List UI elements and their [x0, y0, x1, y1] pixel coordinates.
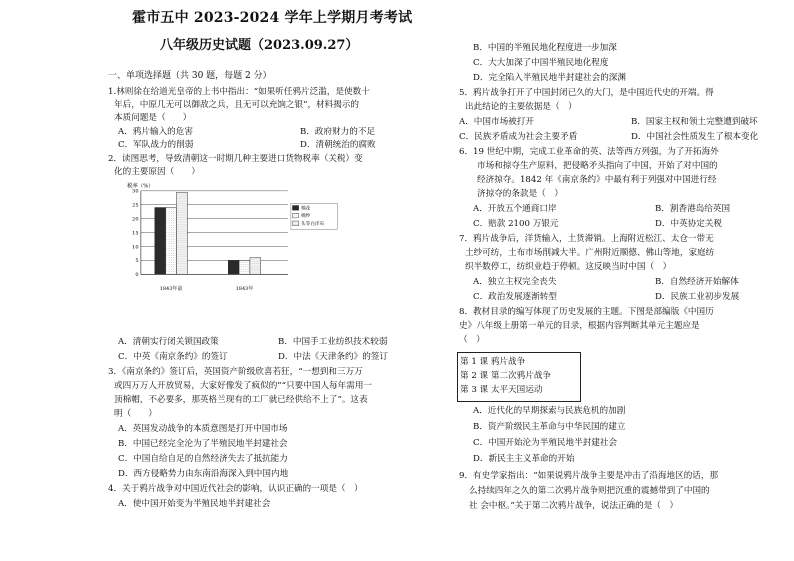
q3-option: D．西方侵略势力由东南沿海深入到中国内地 — [118, 469, 289, 479]
q3-line: 3．《南京条约》签订后，英国资产阶级欣喜若狂，“一想到和三万万 — [108, 367, 363, 377]
section-heading: 一、单项选择题（共 30 题，每题 2 分） — [108, 71, 272, 81]
q2-option: C．中英《南京条约》的签订 — [118, 352, 228, 362]
exam-title: 霍市五中 2023-2024 学年上学期月考考试 — [132, 10, 413, 26]
exam-subtitle: 八年级历史试题（2023.09.27） — [160, 38, 359, 53]
q3-line: 或四万万人开放贸易，大家好像发了疯似的”“只要中国人每年需用一 — [114, 381, 373, 391]
q6-option: A．开放五个通商口岸 — [473, 204, 557, 214]
q4-line: 4．关于鸦片战争对中国近代社会的影响，认识正确的一项是（ ） — [108, 484, 363, 494]
chart-bar-3 — [176, 192, 187, 274]
chart-ytick-label: 20 — [132, 216, 139, 223]
q3-option: A．英国发动战争的本质意图是打开中国市场 — [118, 424, 288, 434]
q9-line: 么持续四年之久的第二次鸦片战争则把沉重的震撼带到了中国的 — [469, 486, 710, 496]
q1-line: 年后，中原几无可以御敌之兵，且无可以充饷之银”，材料揭示的 — [114, 100, 360, 110]
chart-ytick-label: 15 — [132, 230, 139, 237]
q6-line: 经济掠夺。1842 年《南京条约》中最有利于列强对中国进行经 — [477, 175, 717, 185]
q7-option: D．民族工业初步发展 — [655, 292, 740, 302]
q1-option: C．军队战力的削弱 — [118, 140, 194, 150]
q2-line: 化的主要原因（ ） — [114, 167, 200, 177]
chart-ytick-label: 25 — [132, 202, 139, 209]
q4-option: D．完全陷入半殖民地半封建社会的深渊 — [473, 73, 626, 83]
q7-line: 7．鸦片战争后，洋货输入，土货滞销。上海附近松江、太仓一带无 — [459, 234, 714, 244]
q7-option: B．自然经济开始解体 — [655, 277, 739, 287]
chart-bar-3 — [250, 258, 261, 275]
q1-option: B．政府财力的不足 — [300, 127, 376, 137]
q8-line: 史》八年级上册第一单元的目录，根据内容判断其单元主题应是 — [459, 321, 700, 331]
contents-item: 第 1 课 鸦片战争 — [460, 357, 526, 367]
q7-line: 织半数停工，纺织业趋于停顿。这反映当时中国（ ） — [465, 262, 672, 272]
q4-option: B．中国的半殖民地化程度进一步加深 — [473, 43, 617, 53]
chart-xtick-label: 1843年 — [235, 285, 254, 292]
q6-option: D．中英协定关税 — [655, 219, 723, 229]
q5-option: A．中国市场被打开 — [459, 117, 534, 127]
q4-option: C．大大加深了中国半殖民地化程度 — [473, 58, 609, 68]
q5-option: D．中国社会性质发生了根本变化 — [631, 132, 759, 142]
chart-ytick-label: 0 — [135, 272, 139, 279]
q7-line: 土纱可纺，土布市场削减大半。广州附近顺德、佛山等地，家庭纺 — [465, 248, 715, 258]
q6-option: C．赔款 2100 万银元 — [473, 219, 559, 229]
chart-ytick-label: 30 — [132, 188, 139, 195]
chart-legend-swatch — [292, 213, 298, 218]
q1-line: 1.林则徐在给道光皇帝的上书中指出：“如果听任鸦片泛滥，是使数十 — [108, 87, 370, 97]
q5-option: C．民族矛盾成为社会主要矛盾 — [459, 132, 578, 142]
q9-line: 9．有史学家指出：“如果说鸦片战争主要是冲击了沿海地区的话，那 — [459, 471, 719, 481]
chart-legend-label: 头等白洋布 — [300, 221, 325, 227]
chart-bar-1 — [155, 208, 166, 275]
q8-option: D．新民主主义革命的开始 — [473, 454, 575, 464]
q5-line: 出此结论的主要依据是（ ） — [465, 102, 577, 112]
q7-option: A．独立主权完全丧失 — [473, 277, 557, 287]
q2-option: B．中国手工业纺织技术较弱 — [278, 337, 388, 347]
q3-line: 明（ ） — [114, 409, 157, 419]
chart-ytick-label: 5 — [135, 258, 139, 265]
q5-line: 5．鸦片战争打开了中国封闭已久的大门，是中国近代史的开端。得 — [459, 88, 714, 98]
q2-option: A．清朝实行闭关锁国政策 — [118, 337, 219, 347]
q6-option: B．割香港岛给英国 — [655, 204, 731, 214]
chart-bar-2 — [166, 208, 177, 275]
q6-line: 6．19 世纪中期，完成工业革命的英、法等西方列强，为了开拓海外 — [459, 147, 719, 157]
q4-option: A．使中国开始变为半殖民地半封建社会 — [118, 499, 271, 509]
chart-legend-label: 棉花 — [300, 206, 311, 212]
chart-bar-1 — [228, 260, 239, 274]
q1-line: 本质问题是（ ） — [114, 113, 192, 123]
chart-ytick-label: 10 — [132, 244, 139, 251]
q3-option: B．中国已经完全沦为了半殖民地半封建社会 — [118, 439, 288, 449]
q6-line: 市场和掠夺生产原料，把侵略矛头指向了中国，开始了对中国的 — [477, 161, 718, 171]
chart-legend-swatch — [292, 206, 298, 211]
q3-option: C．中国自给自足的自然经济失去了抵抗能力 — [118, 454, 288, 464]
q9-line: 社 会中枢。”关于第二次鸦片战争，说法正确的是（ ） — [469, 501, 679, 511]
q2-line: 2．读图思考，导致清朝这一时期几种主要进口货物税率（关税）变 — [108, 154, 363, 164]
contents-item: 第 2 课 第二次鸦片战争 — [460, 371, 552, 381]
q7-option: C．政治发展逐渐转型 — [473, 292, 557, 302]
chart-legend-swatch — [292, 221, 298, 226]
q8-option: C．中国开始沦为半殖民地半封建社会 — [473, 438, 618, 448]
chart-bar-2 — [239, 260, 250, 274]
q8-option: A．近代化的早期探索与民族危机的加剧 — [473, 406, 626, 416]
q5-option: B．国家主权和领土完整遭到破坏 — [631, 117, 758, 127]
q3-line: 顶棉帽，不必要多，那英格兰现有的工厂就已经供给不上了”。这表 — [114, 395, 368, 405]
q6-line: 济掠夺的条款是（ ） — [477, 189, 563, 199]
contents-item: 第 3 课 太平天国运动 — [460, 385, 543, 395]
tariff-bar-chart — [106, 180, 366, 296]
q2-option: D．中法《天津条约》的签订 — [278, 352, 389, 362]
chart-xtick-label: 1843年前 — [159, 285, 183, 292]
q8-option: B．资产阶级民主革命与中华民国的建立 — [473, 422, 626, 432]
q1-option: A．鸦片输入的危害 — [118, 127, 193, 137]
q1-option: D．清朝统治的腐败 — [300, 140, 376, 150]
q8-line: （ ） — [459, 335, 485, 345]
chart-ylabel: 税率（%） — [126, 183, 154, 190]
q8-line: 8．教材目录的编写体现了历史发展的主题。下图是部编版《中国历 — [459, 307, 714, 317]
chart-legend-label: 棉纱 — [300, 214, 311, 220]
